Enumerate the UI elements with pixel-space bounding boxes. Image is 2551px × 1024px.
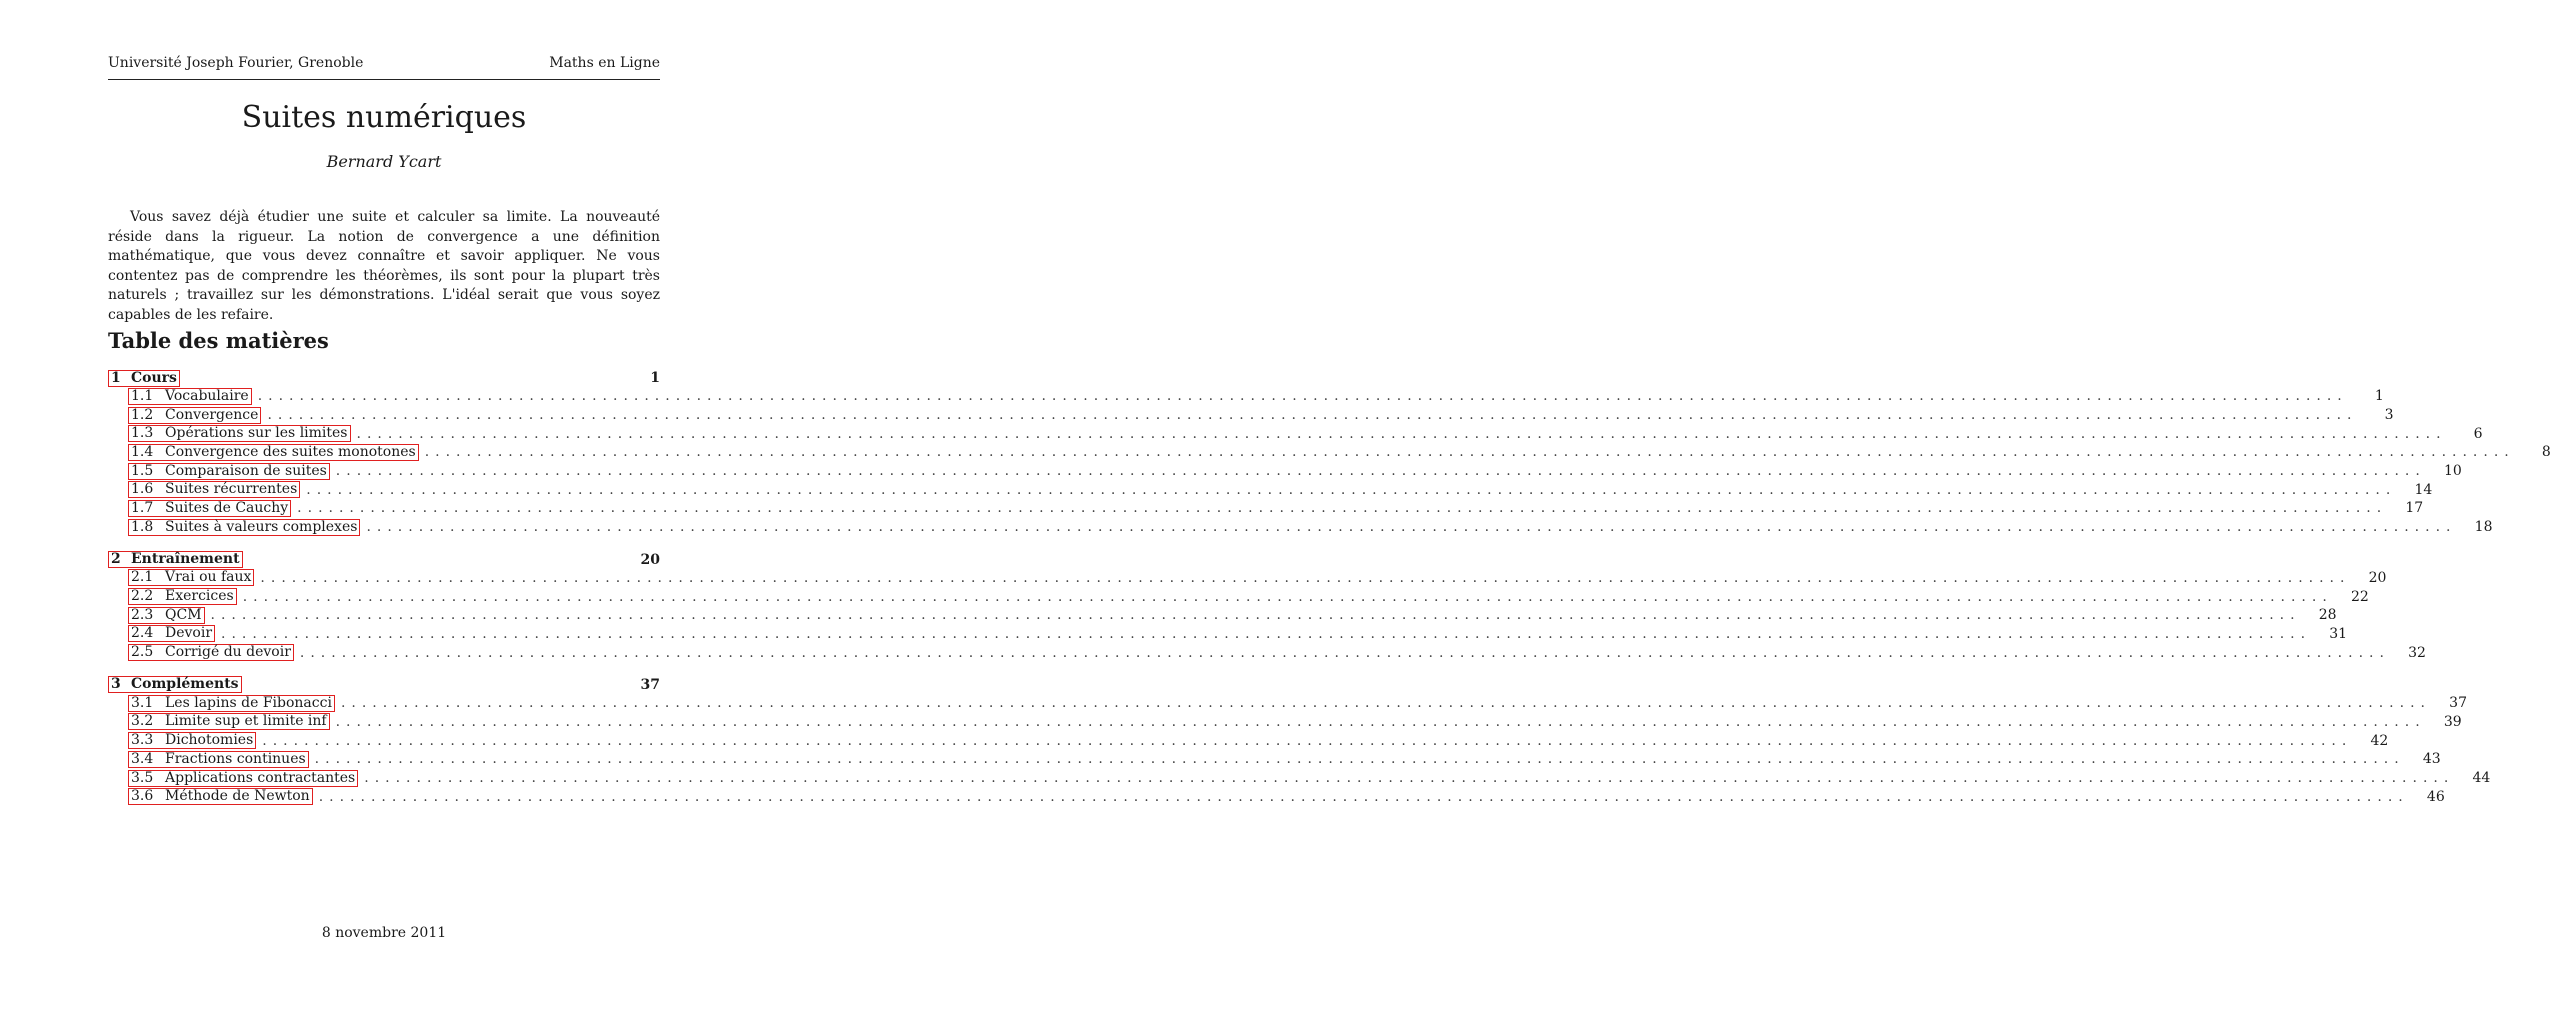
toc-subsection-link[interactable]	[128, 751, 309, 768]
toc-dot-leader: ........................................................................................................................................................................................................	[340, 695, 2431, 712]
toc-subsection-row	[108, 713, 2462, 732]
toc-subsection-row	[108, 587, 2369, 606]
toc-section-title: Cours	[131, 369, 177, 386]
toc-dot-leader: ........................................................................................................................................................................................................	[366, 519, 2457, 536]
toc-section-row	[108, 676, 660, 694]
toc-section-page: 37	[640, 676, 660, 693]
toc-section-link[interactable]	[108, 551, 243, 568]
toc-subsection-link[interactable]	[128, 444, 419, 461]
toc-section-link[interactable]	[108, 370, 180, 387]
toc-subsection-title: Limite sup et limite inf	[165, 713, 327, 730]
toc-subsection-number: 1.6	[131, 481, 154, 498]
toc-subsection-row	[108, 462, 2462, 481]
toc-dot-leader: ........................................................................................................................................................................................................	[318, 788, 2409, 805]
toc-subsection-row	[108, 480, 2433, 499]
toc-subsection-link[interactable]	[128, 770, 358, 787]
toc-subsection-page: 39	[2443, 713, 2462, 730]
toc-subsection-number: 2.1	[131, 569, 154, 586]
toc-subsection-title: QCM	[165, 606, 202, 623]
toc-subsection-row	[108, 643, 2426, 662]
toc-subsection-page: 18	[2474, 519, 2493, 536]
toc-section-link[interactable]	[108, 676, 242, 693]
toc-subsection-number: 3.3	[131, 732, 154, 749]
document-author: Bernard Ycart	[326, 152, 442, 171]
toc-dot-leader: ........................................................................................................................................................................................................	[210, 607, 2301, 624]
toc-subsection-number: 1.2	[131, 406, 154, 423]
toc-subsection-number: 1.1	[131, 387, 154, 404]
toc-subsection-number: 3.1	[131, 694, 154, 711]
toc-dot-leader: ........................................................................................................................................................................................................	[306, 481, 2397, 498]
toc-dot-leader: ........................................................................................................................................................................................................	[356, 425, 2447, 442]
toc-subsection-link[interactable]	[128, 481, 300, 498]
toc-subsection-title: Suites à valeurs complexes	[165, 518, 358, 535]
table-of-contents	[108, 369, 2551, 820]
toc-subsection-link[interactable]	[128, 569, 254, 586]
toc-dot-leader: ........................................................................................................................................................................................................	[297, 500, 2388, 517]
toc-subsection-link[interactable]	[128, 407, 261, 424]
toc-section-number: 1	[111, 369, 121, 386]
toc-dot-leader: ........................................................................................................................................................................................................	[260, 569, 2351, 586]
toc-subsection-page: 8	[2541, 444, 2551, 461]
abstract-paragraph: Vous savez déjà étudier une suite et calculer sa limite. La nouveauté réside dans la rigueur. La notion de convergence a une définition mathématique, que vous devez connaître et savoir appliquer. Ne vous contentez pas de comprendre les théorèmes, ils sont pour la plupart très naturels ; travaillez sur les démonstrations. L'idéal serait que vous soyez capables de les refaire.	[108, 209, 660, 323]
document-title: Suites numériques	[241, 100, 527, 135]
toc-subsection-link[interactable]	[128, 732, 256, 749]
toc-dot-leader: ........................................................................................................................................................................................................	[262, 732, 2353, 749]
running-header	[108, 55, 660, 77]
toc-subsection-row	[108, 499, 2424, 518]
toc-subsection-row	[108, 750, 2441, 769]
toc-subsection-link[interactable]	[128, 713, 330, 730]
toc-subsection-link[interactable]	[128, 644, 294, 661]
toc-subsection-link[interactable]	[128, 625, 215, 642]
toc-section-row	[108, 551, 660, 569]
toc-subsection-title: Applications contractantes	[165, 769, 356, 786]
toc-subsection-link[interactable]	[128, 607, 205, 624]
toc-section-page: 1	[650, 370, 660, 386]
toc-section-1	[108, 369, 2551, 537]
toc-subsection-title: Méthode de Newton	[165, 788, 310, 805]
toc-subsection-row	[108, 424, 2483, 443]
toc-subsection-row	[108, 606, 2337, 625]
toc-subsection-page: 44	[2472, 770, 2491, 787]
toc-subsection-number: 2.5	[131, 644, 154, 661]
toc-subsection-title: Corrigé du devoir	[165, 644, 291, 661]
toc-subsection-title: Convergence	[165, 406, 259, 423]
toc-subsection-number: 1.8	[131, 518, 154, 535]
toc-subsection-row	[108, 694, 2467, 713]
toc-subsection-number: 1.3	[131, 425, 154, 442]
toc-subsection-number: 1.7	[131, 499, 154, 516]
toc-subsection-page: 32	[2408, 644, 2426, 661]
toc-subsection-page: 37	[2449, 695, 2467, 712]
toc-dot-leader: ........................................................................................................................................................................................................	[364, 770, 2455, 787]
header-rule	[108, 79, 660, 80]
header-institution: Université Joseph Fourier, Grenoble	[108, 55, 364, 71]
toc-subsection-title: Fractions continues	[165, 750, 306, 767]
toc-subsection-title: Vrai ou faux	[165, 569, 252, 586]
toc-subsection-number: 1.4	[131, 443, 154, 460]
toc-section-page: 20	[640, 551, 660, 568]
toc-subsection-number: 3.2	[131, 713, 154, 730]
toc-section-2	[108, 551, 2426, 662]
toc-subsection-link[interactable]	[128, 788, 313, 805]
toc-subsection-page: 31	[2329, 625, 2348, 642]
toc-subsection-row	[108, 625, 2348, 644]
toc-subsection-page: 42	[2370, 732, 2389, 749]
toc-subsection-row	[108, 387, 2384, 406]
toc-subsection-link[interactable]	[128, 463, 330, 480]
toc-subsection-row	[108, 769, 2491, 788]
toc-subsection-page: 14	[2414, 481, 2433, 498]
header-series: Maths en Ligne	[549, 55, 660, 71]
toc-dot-leader: ........................................................................................................................................................................................................	[257, 388, 2348, 405]
toc-subsection-number: 2.2	[131, 588, 154, 605]
toc-subsection-page: 43	[2422, 751, 2441, 768]
toc-dot-leader: ........................................................................................................................................................................................................	[221, 625, 2312, 642]
toc-subsection-title: Dichotomies	[165, 732, 254, 749]
toc-subsection-title: Suites récurrentes	[165, 481, 298, 498]
toc-subsection-number: 3.4	[131, 750, 154, 767]
toc-subsection-page: 6	[2473, 425, 2483, 442]
toc-subsection-title: Comparaison de suites	[165, 462, 327, 479]
toc-section-title: Entraînement	[131, 551, 240, 567]
toc-subsection-number: 3.6	[131, 788, 154, 805]
toc-section-title: Compléments	[131, 676, 239, 693]
toc-subsection-page: 28	[2318, 607, 2337, 624]
toc-section-number: 2	[111, 551, 121, 567]
toc-subsection-title: Opérations sur les limites	[165, 425, 348, 442]
toc-subsection-row	[108, 518, 2493, 537]
toc-subsection-page: 1	[2374, 388, 2384, 405]
toc-subsection-link[interactable]	[128, 588, 237, 605]
toc-subsection-title: Vocabulaire	[165, 387, 249, 404]
toc-subsection-page: 10	[2444, 463, 2462, 480]
toc-subsection-number: 2.3	[131, 606, 154, 623]
toc-subsection-link[interactable]	[128, 519, 360, 536]
toc-subsection-title: Suites de Cauchy	[165, 499, 289, 516]
toc-subsection-title: Exercices	[165, 588, 234, 605]
toc-subsection-title: Convergence des suites monotones	[165, 443, 416, 460]
toc-subsection-page: 3	[2384, 407, 2394, 424]
toc-subsection-page: 22	[2350, 588, 2369, 605]
toc-subsection-number: 2.4	[131, 625, 154, 642]
toc-subsection-row	[108, 787, 2445, 806]
toc-section-number: 3	[111, 676, 121, 693]
toc-section-3	[108, 676, 2491, 806]
toc-dot-leader: ........................................................................................................................................................................................................	[424, 444, 2515, 461]
toc-subsection-link[interactable]	[128, 500, 291, 517]
document-date: 8 novembre 2011	[321, 925, 447, 941]
toc-dot-leader: ........................................................................................................................................................................................................	[335, 713, 2426, 730]
toc-subsection-row	[108, 406, 2394, 425]
toc-subsection-page: 17	[2405, 500, 2424, 517]
toc-subsection-number: 3.5	[131, 769, 154, 786]
toc-subsection-link[interactable]	[128, 425, 351, 442]
toc-subsection-link[interactable]	[128, 695, 335, 712]
toc-dot-leader: ........................................................................................................................................................................................................	[314, 751, 2405, 768]
toc-subsection-row	[108, 443, 2551, 462]
toc-dot-leader: ........................................................................................................................................................................................................	[299, 644, 2390, 661]
toc-subsection-number: 1.5	[131, 462, 154, 479]
toc-subsection-title: Devoir	[165, 625, 213, 642]
toc-dot-leader: ........................................................................................................................................................................................................	[267, 407, 2358, 424]
toc-subsection-title: Les lapins de Fibonacci	[165, 694, 332, 711]
toc-subsection-row	[108, 569, 2387, 588]
toc-heading: Table des matières	[108, 328, 329, 353]
toc-section-row	[108, 369, 660, 387]
toc-subsection-link[interactable]	[128, 388, 252, 405]
toc-subsection-page: 20	[2368, 569, 2387, 586]
toc-subsection-page: 46	[2426, 788, 2445, 805]
toc-dot-leader: ........................................................................................................................................................................................................	[335, 463, 2426, 480]
toc-dot-leader: ........................................................................................................................................................................................................	[242, 588, 2333, 605]
toc-subsection-row	[108, 731, 2389, 750]
